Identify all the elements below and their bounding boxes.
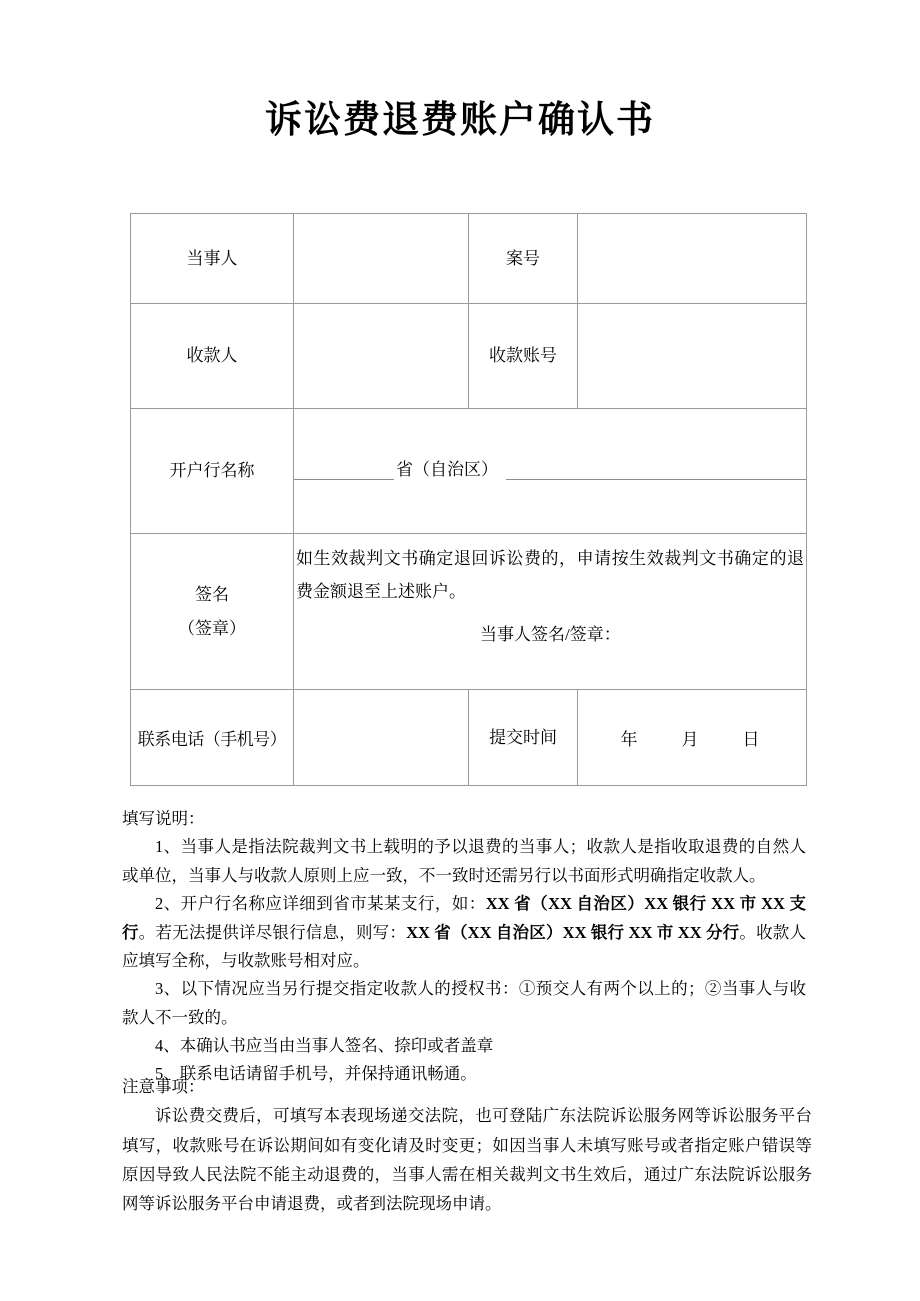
cautions-section [122, 1072, 812, 1219]
bank-branch-blank[interactable] [506, 459, 806, 480]
cautions-body: 诉讼费交费后，可填写本表现场递交法院，也可登陆广东法院诉讼服务网等诉讼服务平台填写，收款账号在诉讼期间如有变化请及时变更；如因当事人未填写账号或者指定账户错误等原因导致人民法院不能主动退费的，当事人需在相关裁判文书生效后，通过广东法院诉讼服务网等诉讼服务平台申请退费，或者到法院现场申请。 [122, 1106, 812, 1214]
signature-statement: 如生效裁判文书确定退回诉讼费的，申请按生效裁判文书确定的退费金额退至上述账户。 [296, 549, 804, 602]
bank-fill-area [294, 409, 806, 533]
bank-province-suffix-label: 省（自治区） [396, 460, 498, 479]
table-row-party [131, 214, 807, 304]
fill-instructions-heading: 填写说明： [122, 809, 205, 828]
label-contact-phone: 联系电话（手机号） [131, 690, 294, 786]
field-contact-phone-value[interactable] [294, 690, 469, 786]
label-payee: 收款人 [131, 304, 294, 409]
signature-cell[interactable] [294, 534, 807, 690]
table-row-contact [131, 690, 807, 786]
cautions-heading: 注意事项： [122, 1077, 205, 1096]
fill-instructions-item-1: 1、当事人是指法院裁判文书上载明的予以退费的当事人；收款人是指收取退费的自然人或单位，当事人与收款人原则上应一致，不一致时还需另行以书面形式明确指定收款人。 [122, 837, 806, 885]
fill-instructions-item-3: 3、以下情况应当另行提交指定收款人的授权书：①预交人有两个以上的；②当事人与收款人不一致的。 [122, 979, 806, 1027]
field-submit-date[interactable] [578, 690, 807, 786]
fill-instructions-item-4: 4、本确认书应当由当事人签名、捺印或者盖章 [155, 1036, 494, 1055]
label-submit-time: 提交时间 [469, 690, 578, 786]
date-day-label: 日 [742, 730, 760, 749]
label-signature [131, 534, 294, 690]
item2-part-mid: 。若无法提供详尽银行信息，则写： [138, 922, 407, 942]
label-bank-name: 开户行名称 [131, 409, 294, 534]
table-row-signature [131, 534, 807, 690]
item2-example-1: XX 省（XX 自治区）XX 银行 XX 市 XX 支行 [122, 894, 806, 942]
field-party-value[interactable] [294, 214, 469, 304]
fill-instructions-section [122, 805, 806, 1089]
fill-instructions-item-2 [122, 890, 806, 975]
fill-instructions-item-5: 5、联系电话请留手机号，并保持通讯畅通。 [155, 1064, 477, 1084]
bank-province-blank[interactable] [294, 459, 394, 480]
item2-part-pre: 2、开户行名称应详细到省市某某支行，如： [155, 894, 486, 914]
table-row-bank [131, 409, 807, 534]
label-signature-line2: （签章） [178, 618, 246, 638]
field-payee-account-value[interactable] [578, 304, 807, 409]
signature-body [294, 534, 806, 689]
item2-part-post: 。收款人应填写全称，与收款账号相对应。 [122, 922, 807, 970]
label-payee-account: 收款账号 [469, 304, 578, 409]
field-bank-name-value[interactable] [294, 409, 807, 534]
signature-prompt: 当事人签名/签章： [480, 625, 621, 644]
item2-example-2: XX 省（XX 自治区）XX 银行 XX 市 XX 分行 [406, 922, 740, 942]
label-case-number: 案号 [469, 214, 578, 304]
label-party: 当事人 [131, 214, 294, 304]
date-year-label: 年 [620, 730, 638, 749]
label-signature-line1: 签名 [195, 584, 229, 604]
page-title: 诉讼费退费账户确认书 [265, 100, 655, 141]
table-row-payee [131, 304, 807, 409]
field-case-number-value[interactable] [578, 214, 807, 304]
refund-account-form-table [130, 213, 807, 786]
bank-name-input-line [294, 455, 806, 480]
date-month-label: 月 [681, 730, 699, 749]
field-payee-value[interactable] [294, 304, 469, 409]
